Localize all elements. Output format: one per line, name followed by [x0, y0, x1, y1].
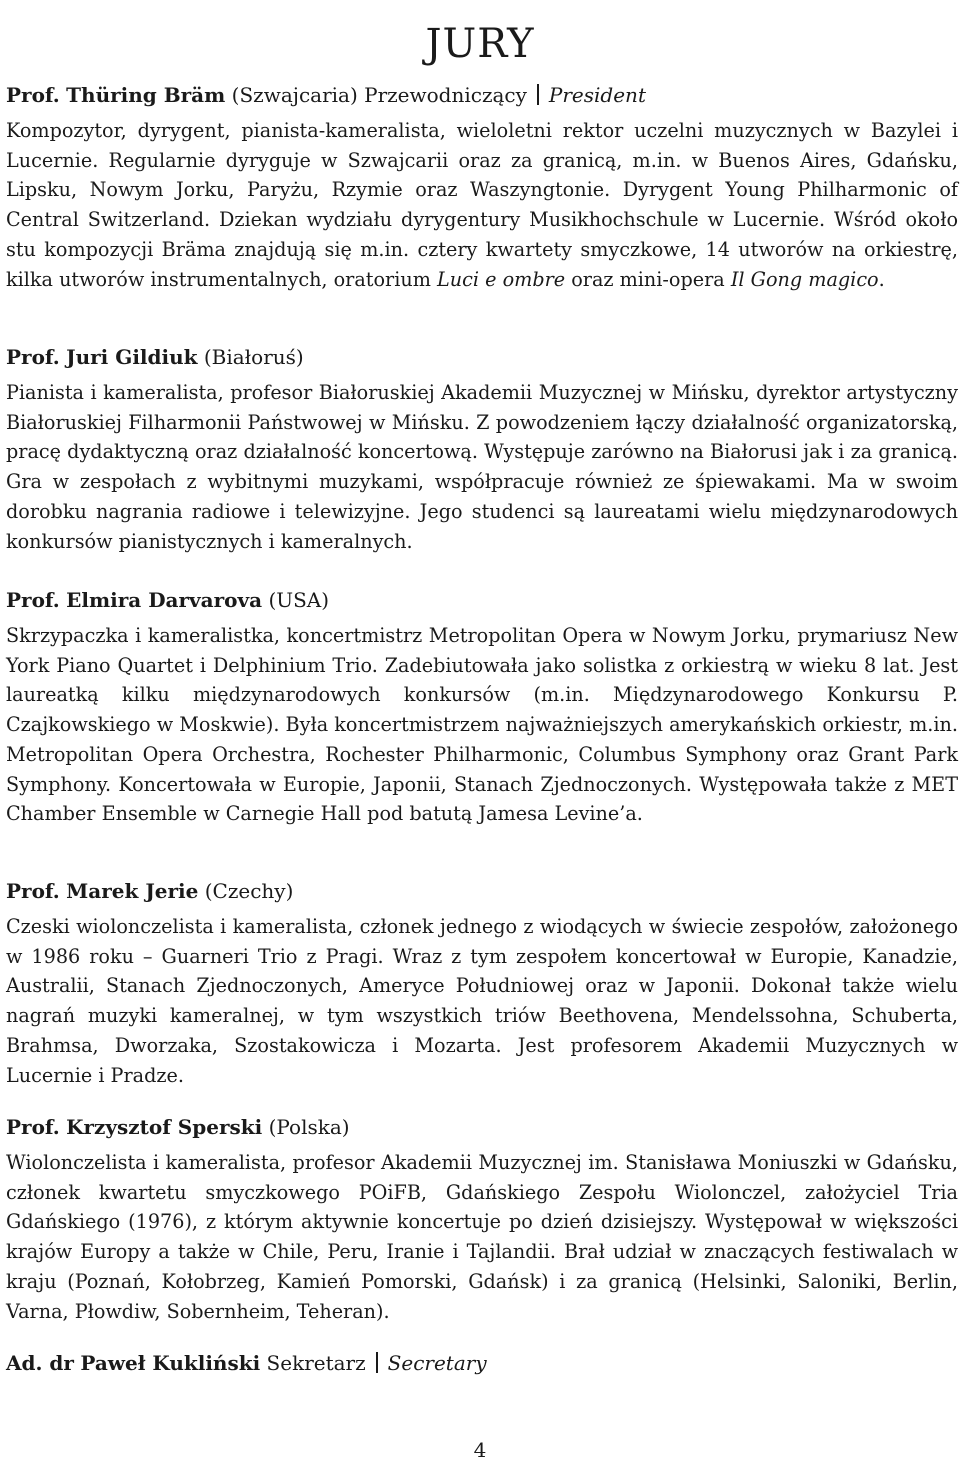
role-separator: [376, 1352, 378, 1373]
academic-title: Prof.: [6, 879, 60, 903]
role-english: President: [548, 83, 646, 107]
juror-name: Marek Jerie: [66, 879, 199, 903]
juror-bio: Wiolonczelista i kameralista, profesor Akademii Muzycznej im. Stanisława Moniuszki w Gdańsku, członek kwartetu smyczkowego POiFB, Gdańskiego Zespołu Wiolonczel, założyciel Tria Gdańskiego (1976), z którym aktywnie koncertuje po dzień dzisiejszy. Występował w większości krajów Europy a także w Chile, Peru, Iranie i Tajlandii. Brał udział w znaczących festiwalach w kraju (Poznań, Kołobrzeg, Kamień Pomorski, Gdańsk) i za granicą (Helsinki, Saloniki, Berlin, Varna, Płowdiw, Sobernheim, Teheran).: [6, 1151, 958, 1323]
academic-title: Ad. dr: [6, 1351, 74, 1375]
jury-heading: [6, 1113, 958, 1142]
juror-country: (Czechy): [204, 879, 294, 903]
secretary-heading: [6, 1349, 958, 1378]
juror-name: Elmira Darvarova: [66, 588, 263, 612]
academic-title: Prof.: [6, 83, 60, 107]
jury-heading: [6, 586, 958, 615]
work-title: Il Gong magico: [730, 267, 879, 291]
academic-title: Prof.: [6, 588, 60, 612]
role-polish: Przewodniczący: [364, 83, 527, 107]
page-title: JURY: [425, 20, 535, 67]
secretary-entry: [6, 1349, 958, 1384]
bio-text: oraz mini-opera: [571, 267, 725, 291]
juror-bio: Pianista i kameralista, profesor Białoruskiej Akademii Muzycznej w Mińsku, dyrektor artystyczny Białoruskiej Filharmonii Państwowej w Mińsku. Z powodzeniem łączy działalność organizatorską, pracę dydaktyczną oraz działalność koncertową. Występuje zarówno na Białorusi jak i za granicą. Gra w zespołach z wybitnymi muzykami, współpracuje również ze śpiewakami. Ma w swoim dorobku nagrania radiowe i telewizyjne. Jego studenci są laureatami wielu międzynarodowych konkursów pianistycznych i kameralnych.: [6, 381, 958, 553]
bio-text: Kompozytor, dyrygent, pianista-kameralista, wieloletni rektor uczelni muzycznych w Bazylei i Lucernie. Regularnie dyryguje w Szwajcarii oraz za granicą, m.in. w Buenos Aires, Gdańsku, Lipsku, Nowym Jorku, Paryżu, Rzymie oraz Waszyngtonie. Dyrygent Young Philharmonic of Central Switzerland. Dziekan wydziału dyrygentury Musikhochschule w Lucernie. Wśród około stu kompozycji Bräma znajdują się m.in. cztery kwartety smyczkowe, 14 utworów na orkiestrę, kilka utworów instrumentalnych, oratorium: [6, 119, 958, 291]
role-separator: [537, 84, 539, 105]
academic-title: Prof.: [6, 1115, 60, 1139]
academic-title: Prof.: [6, 345, 60, 369]
juror-country: (Polska): [268, 1115, 350, 1139]
jury-entry-gildiuk: [6, 343, 958, 556]
page-number: 4: [473, 1438, 487, 1462]
juror-bio: Skrzypaczka i kameralistka, koncertmistrz Metropolitan Opera w Nowym Jorku, prymariusz New York Piano Quartet i Delphinium Trio. Zadebiutowała jako solistka z orkiestrą w wieku 8 lat. Jest laureatką kilku międzynarodowych konkursów (m.in. Międzynarodowego Konkursu P. Czajkowskiego w Moskwie). Była koncertmistrzem najważniejszych amerykańskich orkiestr, m.in. Metropolitan Opera Orchestra, Rochester Philharmonic, Columbus Symphony oraz Grant Park Symphony. Koncertowała w Europie, Japonii, Stanach Zjednoczonych. Występowała także z MET Chamber Ensemble w Carnegie Hall pod batutą Jamesa Levine’a.: [6, 624, 958, 826]
jury-entry-sperski: [6, 1113, 958, 1326]
juror-bio: [6, 116, 958, 294]
juror-country: (Białoruś): [203, 345, 304, 369]
role-english: Secretary: [387, 1351, 487, 1375]
role-polish: Sekretarz: [266, 1351, 366, 1375]
jury-entry-bram: [6, 81, 958, 294]
juror-name: Krzysztof Sperski: [66, 1115, 263, 1139]
work-title: Luci e ombre: [437, 267, 566, 291]
bio-text: .: [878, 267, 885, 291]
juror-name: Thüring Bräm: [66, 83, 226, 107]
jury-heading: [6, 877, 958, 906]
jury-heading: [6, 81, 958, 110]
juror-country: (Szwajcaria): [231, 83, 358, 107]
jury-entry-darvarova: [6, 586, 958, 829]
jury-heading: [6, 343, 958, 372]
jury-entry-jerie: [6, 877, 958, 1090]
secretary-name: Paweł Kukliński: [80, 1351, 261, 1375]
juror-bio: Czeski wiolonczelista i kameralista, członek jednego z wiodących w świecie zespołów, założonego w 1986 roku – Guarneri Trio z Pragi. Wraz z tym zespołem koncertował w Europie, Kanadzie, Australii, Stanach Zjednoczonych, Ameryce Południowej oraz w Japonii. Dokonał także wielu nagrań muzyki kameralnej, w tym wszystkich triów Beethovena, Mendelssohna, Schuberta, Brahmsa, Dworzaka, Szostakowicza i Mozarta. Jest profesorem Akademii Muzycznych w Lucernie i Pradze.: [6, 915, 958, 1087]
juror-name: Juri Gildiuk: [66, 345, 198, 369]
juror-country: (USA): [268, 588, 330, 612]
